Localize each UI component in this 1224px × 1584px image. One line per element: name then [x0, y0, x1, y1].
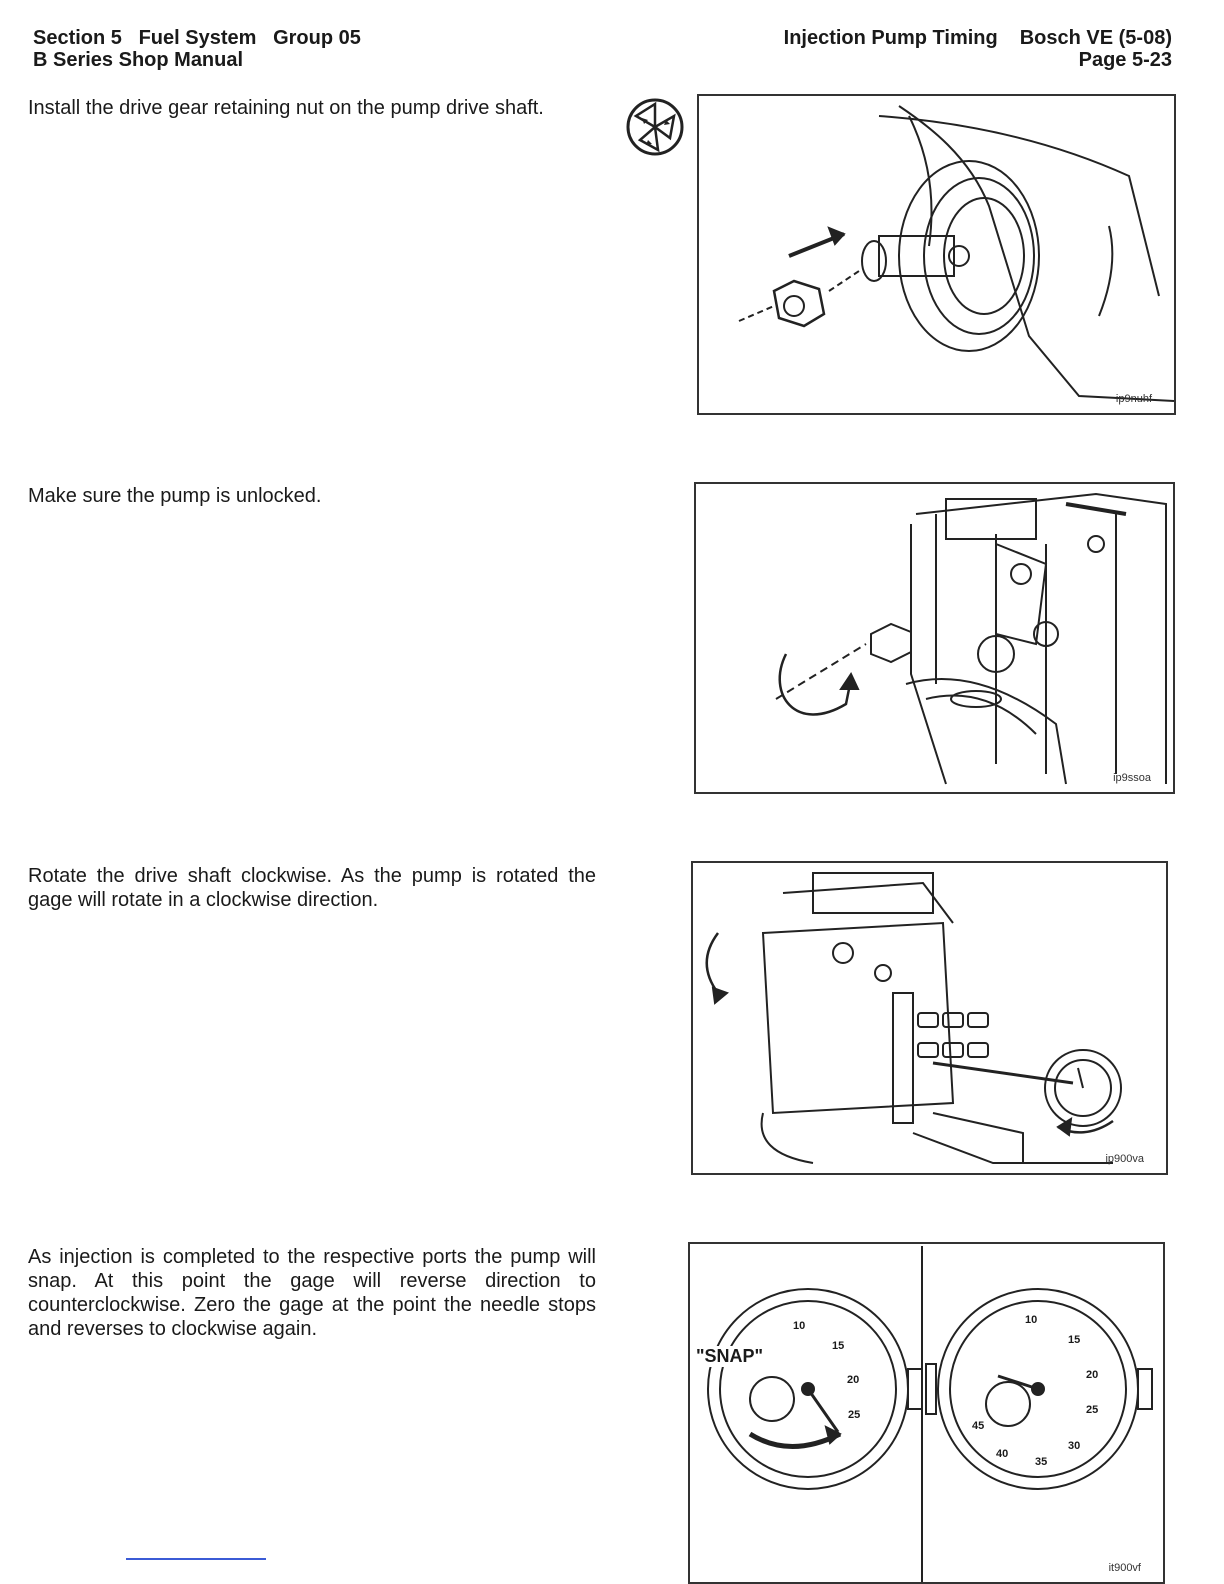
right-dial-label-10: 10 [1025, 1314, 1038, 1326]
page-header-left [33, 27, 361, 71]
left-dial-label-15: 15 [832, 1340, 845, 1352]
figure-pump-unlock [694, 482, 1175, 794]
snap-label: "SNAP" [696, 1346, 764, 1366]
right-dial-label-35: 35 [1035, 1456, 1048, 1468]
step-4-text: As injection is completed to the respective ports the pump will snap. At this point the gage will reverse direction to counterclockwise. Zero the gage at the point the needle stops and reverses to clockwise again. [28, 1246, 596, 1340]
header-section-line [33, 27, 361, 49]
right-dial-label-40: 40 [996, 1448, 1009, 1460]
figure-drive-gear-nut [697, 94, 1176, 415]
header-manual-title: B Series Shop Manual [33, 49, 244, 71]
right-dial-label-20: 20 [1086, 1369, 1099, 1381]
step-2-text: Make sure the pump is unlocked. [28, 485, 322, 507]
left-dial-label-10: 10 [793, 1320, 806, 1332]
pump-drive-shaft-illustration [699, 96, 1174, 413]
header-group: Group 05 [273, 27, 361, 49]
figure-code: ip900va [1105, 1153, 1144, 1165]
header-section: Section 5 [33, 27, 122, 49]
left-dial-label-20: 20 [847, 1374, 860, 1386]
page-number: Page 5-23 [1078, 49, 1172, 71]
step-1-text: Install the drive gear retaining nut on the pump drive shaft. [28, 97, 544, 119]
figure-code: it900vf [1108, 1562, 1141, 1574]
step-3-text: Rotate the drive shaft clockwise. As the pump is rotated the gage will rotate in a clockwise direction. [28, 865, 596, 911]
footer-rule [126, 1558, 266, 1560]
header-system: Fuel System [138, 27, 257, 49]
figure-code: ip9nuhf [1115, 393, 1152, 405]
figure-rotate-shaft [691, 861, 1168, 1175]
service-wheel-icon [624, 96, 686, 158]
header-topic-row [784, 27, 1172, 49]
figure-dial-snap [688, 1242, 1165, 1584]
figure-code: ip9ssoa [1113, 772, 1151, 784]
right-dial-label-45: 45 [972, 1420, 985, 1432]
pump-rotation-gage-illustration [693, 863, 1166, 1173]
right-dial-label-15: 15 [1068, 1334, 1081, 1346]
header-topic: Injection Pump Timing [783, 27, 998, 49]
header-model: Bosch VE (5-08) [1019, 27, 1172, 49]
left-dial-label-25: 25 [848, 1409, 861, 1421]
right-dial-label-25: 25 [1086, 1404, 1099, 1416]
page-header-right [784, 27, 1172, 71]
pump-lock-illustration [696, 484, 1173, 792]
right-dial-label-30: 30 [1068, 1440, 1081, 1452]
